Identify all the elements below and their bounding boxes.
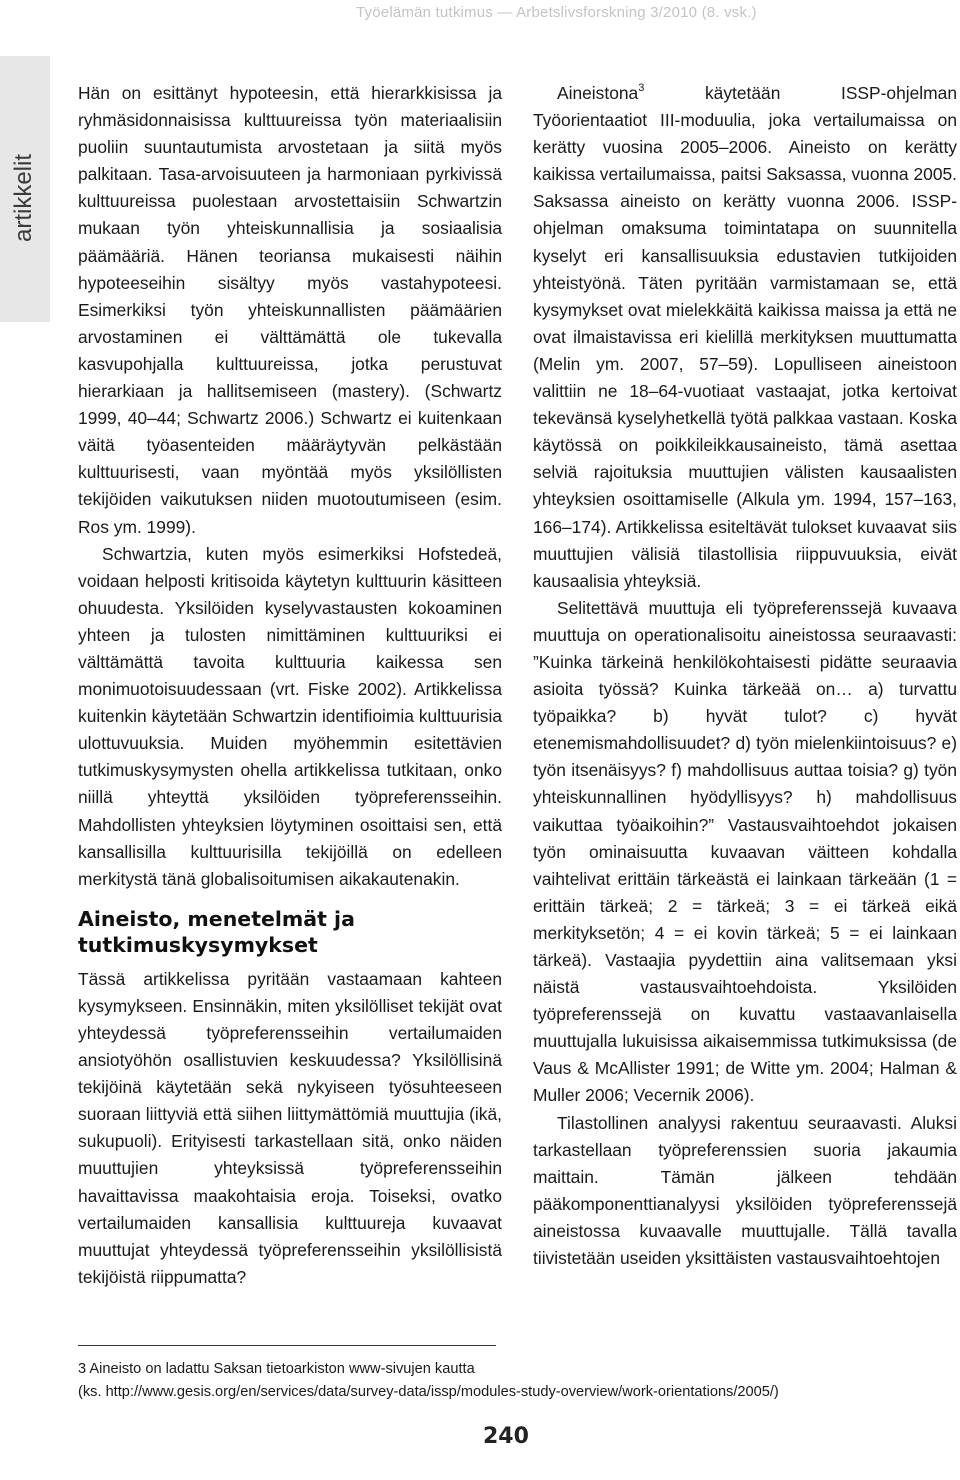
paragraph-rest: käytetään ISSP-ohjelman Työorientaatiot III-moduulia, joka vertailumaissa on kerätty vuosina 2005–2006. Aineisto on kerätty kaikissa vertailumaissa, paitsi Saksassa, vuonna 2005. Saksassa aineisto on kerätty vuonna 2006. ISSP-ohjelman omaksuma toimintatapa on suunnitella kyselyt eri kansallisuuksia edustavien tutkijoiden yhteistyönä. Täten pyritään varmistamaan se, että kysymykset ovat mielekkäitä kaikissa maissa ja että ne ovat ilmaistavissa eri kielillä merkityksen muuttumatta (Melin ym. 2007, 57–59). Lopulliseen aineistoon valittiin ne 18–64-vuotiaat vastaajat, jotka kertoivat tekevänsä kyselyhetkellä työtä palkkaa vastaan. Koska käytössä on poikkileikkausaineisto, tämä asettaa selviä rajoituksia muuttujien välisten kausaalisten yhteyksien osoittamiselle (Alkula ym. 1994, 157–163, 166–174). Artikkelissa esiteltävät tulokset kuvaavat siis muuttujien välisiä tilastollisia riippuvuuksia, eivät kausaalisia yhteyksiä. (533, 83, 957, 591)
paragraph-start: Aineistona (557, 83, 639, 103)
footnote (78, 1358, 938, 1404)
body-paragraph: Tilastollinen analyysi rakentuu seuraavasti. Aluksi tarkastellaan työpreferenssien suoria jakaumia maittain. Tämän jälkeen tehdään pääkomponenttianalyysi yksilöiden työpreferenssejä aineistossa kuvaavalle muuttujalle. Tällä tavalla tiivistetään useiden yksittäisten vastausvaihtoehtojen (533, 1112, 957, 1269)
body-paragraph: Tässä artikkelissa pyritään vastaamaan kahteen kysymykseen. Ensinnäkin, miten yksilölliset tekijät ovat yhteydessä työpreferensseihin vertailumaiden ansiotyöhön osallistuvien keskuudessa? Yksilöllisinä tekijöinä käytetään sekä nykyiseen työsuhteeseen suoraan liittyviä että siihen liittymättömiä muuttujia (ikä, sukupuoli). Erityisesti tarkastellaan sitä, onko näiden muuttujien yhteyksissä työpreferensseihin havaittavissa maakohtaisia eroja. Toiseksi, ovatko vertailumaiden kansallisia kulttuureja kuvaavat muuttujat yhteydessä työpreferensseihin yksilöllisistä tekijöistä riippumatta? (78, 968, 502, 1287)
right-column (533, 80, 957, 1272)
section-tab (0, 56, 50, 322)
footnote-marker: 3 (638, 82, 645, 95)
footnote-divider (78, 1345, 496, 1346)
footnote-url-line: (ks. http://www.gesis.org/en/services/data/survey-data/issp/modules-study-overview/work-orientations/2005/) (78, 1384, 779, 1400)
body-paragraph: Selitettävä muuttuja eli työpreferenssejä kuvaava muuttuja on operationalisoitu aineistossa seuraavasti: ”Kuinka tärkeinä henkilökohtaisesti pidätte seuraavia asioita työssä? Kuinka tärkeää on… a) turvattu työpaikka? b) hyvät tulot? c) hyvät etenemismahdollisuudet? d) työn mielenkiintoisuus? e) työn itsenäisyys? f) mahdollisuus auttaa toisia? g) työn yhteiskunnallinen hyödyllisyys? h) mahdollisuus vaikuttaa työaikoihin?” Vastausvaihtoehdot jokaisen työn ominaisuutta kuvaavan väitteen kohdalla vaihtelivat erittäin tärkeästä ei lainkaan tärkeään (1 = erittäin tärkeä; 2 = tärkeä; 3 = ei tärkeä eikä merkityksetön; 4 = ei kovin tärkeä; 5 = ei lainkaan tärkeä). Vastaajia pyydettiin aina valitsemaan yksi näistä vastausvaihtoehdoista. Yksilöiden työpreferenssejä on kuvattu vastaavanlaisella muuttujalla lukuisissa aikaisemmissa tutkimuksissa (de Vaus & McAllister 1991; de Witte ym. 2004; Halman & Muller 2006; Vecernik 2006). (533, 597, 957, 1106)
footnote-line: 3 Aineisto on ladattu Saksan tietoarkiston www-sivujen kautta (78, 1361, 475, 1377)
left-column (78, 80, 502, 1291)
page-number: 240 (483, 1424, 529, 1449)
body-paragraph: Schwartzia, kuten myös esimerkiksi Hofstedeä, voidaan helposti kritisoida käytetyn kulttuurin käsitteen ohuudesta. Yksilöiden kyselyvastausten kokoaminen yhteen ja tulosten nimittäminen kulttuuriksi ei välttämättä tavoita kulttuuria kaikessa sen monimuotoisuudessaan (vrt. Fiske 2002). Artikkelissa kuitenkin käytetään Schwartzin identifioimia kulttuurisia ulottuvuuksia. Muiden myöhemmin esitettävien tutkimuskysymysten ohella artikkelissa tutkitaan, onko niillä yhteyttä yksilöiden työpreferensseihin. Mahdollisten yhteyksien löytyminen osoittaisi sen, että kansallisilla kulttuurisilla tekijöillä on edelleen merkitystä tänä globalisoitumisen aikakautenakin. (78, 543, 502, 889)
section-tab-label: artikkelit (10, 153, 37, 242)
running-header: Työelämän tutkimus — Arbetslivsforskning 3/2010 (8. vsk.) (356, 4, 757, 21)
body-paragraph: Hän on esittänyt hypoteesin, että hierarkkisissa ja ryhmäsidonnaisissa kulttuureissa työn materiaalisiin puoliin suuntautumista arvostetaan ja siitä myös palkitaan. Tasa-arvoisuuteen ja harmoniaan pyrkivissä kulttuureissa puolestaan arvostettaisiin Schwartzin mukaan työn yhteiskunnallisia ja sosiaalisia päämääriä. Hänen teoriansa mukaisesti näihin hypoteeseihin sisältyy myös vastahypoteesi. Esimerkiksi työn yhteiskunnallisten päämäärien arvostaminen ei välttämättä ole tukevalla kasvupohjalla kulttuureissa, jotka perustuvat hierarkiaan ja hallitsemiseen (mastery). (Schwartz 1999, 40–44; Schwartz 2006.) Schwartz ei kuitenkaan väitä työasenteiden määräytyvän pelkästään kulttuurisesti, vaan myöntää myös yksilöllisten tekijöiden vaikutuksen niiden muotoutumiseen (esim. Ros ym. 1999). (78, 83, 502, 537)
body-paragraph (533, 80, 957, 595)
section-heading: Aineisto, menetelmät ja tutkimuskysymykset (78, 906, 355, 957)
